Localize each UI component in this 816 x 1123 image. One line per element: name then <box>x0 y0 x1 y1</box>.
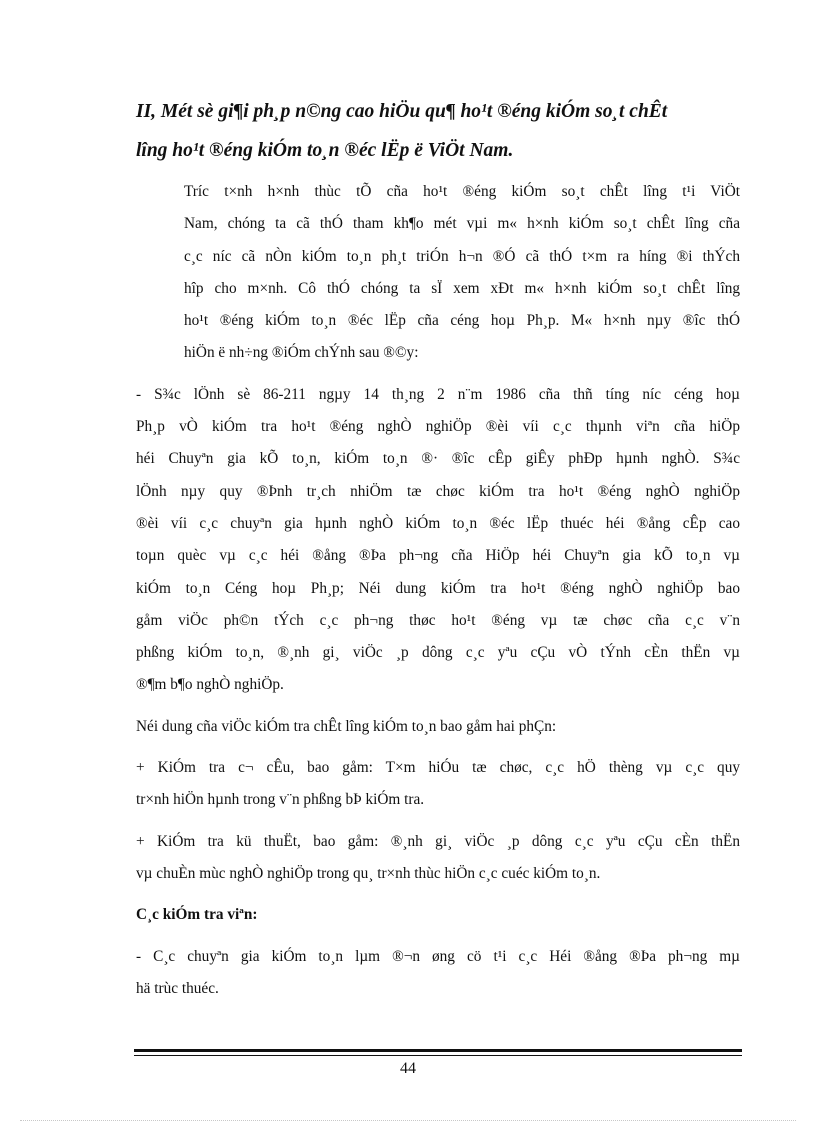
text-line: Néi dung cña viÖc kiÓm tra chÊt lîng kiÓm to¸n bao gåm hai phÇn: <box>136 717 557 735</box>
text-line: + KiÓm tra c¬ cÊu, bao gåm: T×m hiÓu tæ chøc, c¸c hÖ thèng vµ c¸c quy <box>136 759 740 777</box>
subheading-inspectors <box>136 899 740 931</box>
document-body <box>136 176 740 1005</box>
heading-line-1: II, Mét sè gi¶i ph¸p n©ng cao hiÖu qu¶ ho¹t ®éng kiÓm so¸t chÊt <box>136 101 668 122</box>
text-line: hiÖn ë nh÷ng ®iÓm chÝnh sau ®©y: <box>184 344 419 362</box>
text-line: gåm viÖc ph©n tÝch c¸c ph¬ng thøc ho¹t ®éng vµ tæ chøc cña c¸c v¨n <box>136 611 740 629</box>
footer-rule-thick <box>134 1049 742 1052</box>
text-line: c¸c níc cã nÒn kiÓm to¸n ph¸t triÓn h¬n ®Ó cã thÓ t×m ra híng ®i thÝch <box>184 247 740 265</box>
paragraph-decree <box>136 379 740 702</box>
paragraph-structure-check <box>136 752 740 817</box>
text-line: + KiÓm tra kü thuËt, bao gåm: ®¸nh gi¸ viÖc ¸p dông c¸c yªu cÇu cÈn thËn <box>136 832 740 850</box>
text-line: héi Chuyªn gia kÕ to¸n, kiÓm to¸n ®· ®îc cÊp giÊy phÐp hµnh nghÒ. S¾c <box>136 450 740 468</box>
text-line: - S¾c lÖnh sè 86-211 ngµy 14 th¸ng 2 n¨m 1986 cña thñ tíng níc céng hoµ <box>136 385 740 403</box>
text-line: phßng kiÓm to¸n, ®¸nh gi¸ viÖc ¸p dông c¸c yªu cÇu vÒ tÝnh cÈn thËn vµ <box>136 644 740 662</box>
heading-line-2: lîng ho¹t ®éng kiÓm to¸n ®éc lËp ë ViÖt Nam. <box>136 140 514 161</box>
paragraph-intro <box>136 176 740 370</box>
text-line: Ph¸p vÒ kiÓm tra ho¹t ®éng nghÒ nghiÖp ®èi víi c¸c thµnh viªn cña hiÖp <box>136 418 740 436</box>
page-number: 44 <box>400 1060 416 1077</box>
paragraph-content <box>136 711 740 743</box>
text-line: vµ chuÈn mùc nghÒ nghiÖp trong qu¸ tr×nh thùc hiÖn c¸c cuéc kiÓm to¸n. <box>136 864 601 882</box>
text-line: C¸c kiÓm tra viªn: <box>136 906 258 924</box>
footer-rule-thin <box>134 1055 742 1056</box>
text-line: kiÓm to¸n Céng hoµ Ph¸p; Néi dung kiÓm tra ho¹t ®éng nghÒ nghiÖp bao <box>136 579 740 597</box>
text-line: lÖnh nµy quy ®Þnh tr¸ch nhiÖm tæ chøc kiÓm tra ho¹t ®éng nghÒ nghiÖp <box>136 482 740 500</box>
text-line: hä trùc thuéc. <box>136 979 219 997</box>
page-edge-divider <box>20 1120 796 1121</box>
section-heading <box>136 92 748 170</box>
text-line: - C¸c chuyªn gia kiÓm to¸n lµm ®¬n øng cö t¹i c¸c Héi ®ång ®Þa ph¬ng mµ <box>136 947 740 965</box>
text-line: ho¹t ®éng kiÓm to¸n ®éc lËp cña céng hoµ Ph¸p. M« h×nh nµy ®îc thÓ <box>184 312 740 330</box>
text-line: tr×nh hiÖn hµnh trong v¨n phßng bÞ kiÓm tra. <box>136 791 425 809</box>
paragraph-technical-check <box>136 826 740 891</box>
text-line: ®èi víi c¸c chuyªn gia hµnh nghÒ kiÓm to¸n ®éc lËp thuéc héi ®ång cÊp cao <box>136 514 740 532</box>
text-line: ®¶m b¶o nghÒ nghiÖp. <box>136 676 284 694</box>
text-line: Tríc t×nh h×nh thùc tÕ cña ho¹t ®éng kiÓm so¸t chÊt lîng t¹i ViÖt <box>184 183 740 200</box>
text-line: Nam, chóng ta cã thÓ tham kh¶o mét vµi m« h×nh kiÓm so¸t chÊt lîng cña <box>184 215 740 233</box>
text-line: toµn quèc vµ c¸c héi ®ång ®Þa ph¬ng cña HiÖp héi Chuyªn gia kÕ to¸n vµ <box>136 547 740 565</box>
paragraph-inspectors <box>136 941 740 1006</box>
text-line: hîp cho m×nh. Cô thÓ chóng ta sÏ xem xÐt m« h×nh kiÓm so¸t chÊt lîng <box>184 279 740 297</box>
